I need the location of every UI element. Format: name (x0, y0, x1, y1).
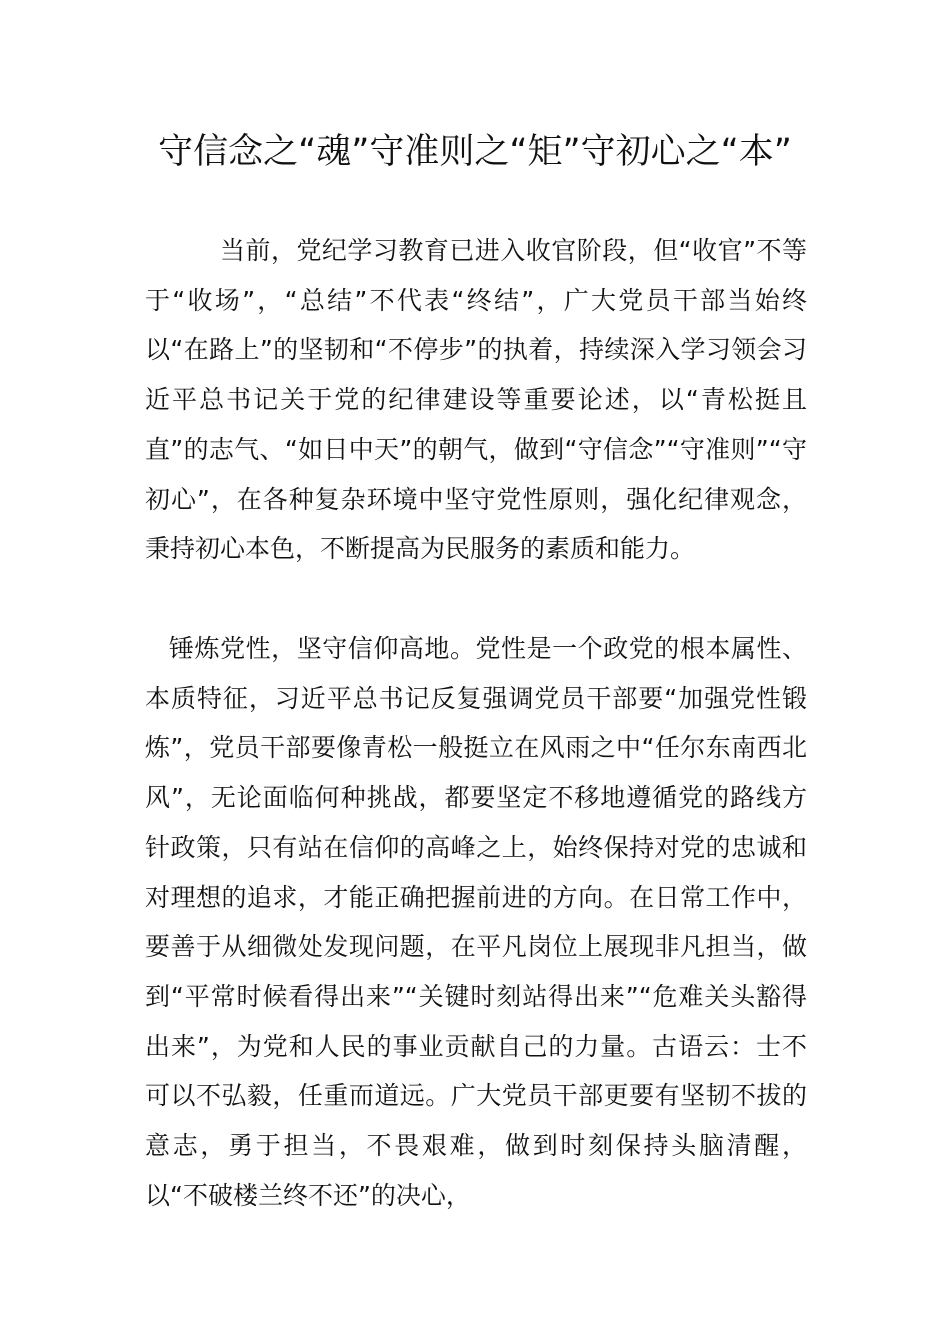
paragraph-party-spirit: 锤炼党性，坚守信仰高地。党性是一个政党的根本属性、本质特征，习近平总书记反复强调党员干部要“加强党性锻炼”，党员干部要像青松一般挺立在风雨之中“任尔东南西北风”，无论面临何种挑战，都要坚定不移地遵循党的路线方针政策，只有站在信仰的高峰之上，始终保持对党的忠诚和对理想的追求，才能正确把握前进的方向。在日常工作中，要善于从细微处发现问题，在平凡岗位上展现非凡担当，做到“平常时候看得出来”“关键时刻站得出来”“危难关头豁得出来”，为党和人民的事业贡献自己的力量。古语云：士不可以不弘毅，任重而道远。广大党员干部更要有坚韧不拔的意志，勇于担当，不畏艰难，做到时刻保持头脑清醒，以“不破楼兰终不还”的决心， (145, 634, 807, 1210)
document-title: 守信念之“魂”守准则之“矩”守初心之“本” (158, 132, 792, 172)
paragraph-intro: 当前，党纪学习教育已进入收官阶段，但“收官”不等于“收场”，“总结”不代表“终结”，广大党员干部当始终以“在路上”的坚韧和“不停步”的执着，持续深入学习领会习近平总书记关于党的纪律建设等重要论述，以“青松挺且直”的志气、“如日中天”的朝气，做到“守信念”“守准则”“守初心”，在各种复杂环境中坚守党性原则，强化纪律观念，秉持初心本色，不断提高为民服务的素质和能力。 (145, 236, 807, 564)
